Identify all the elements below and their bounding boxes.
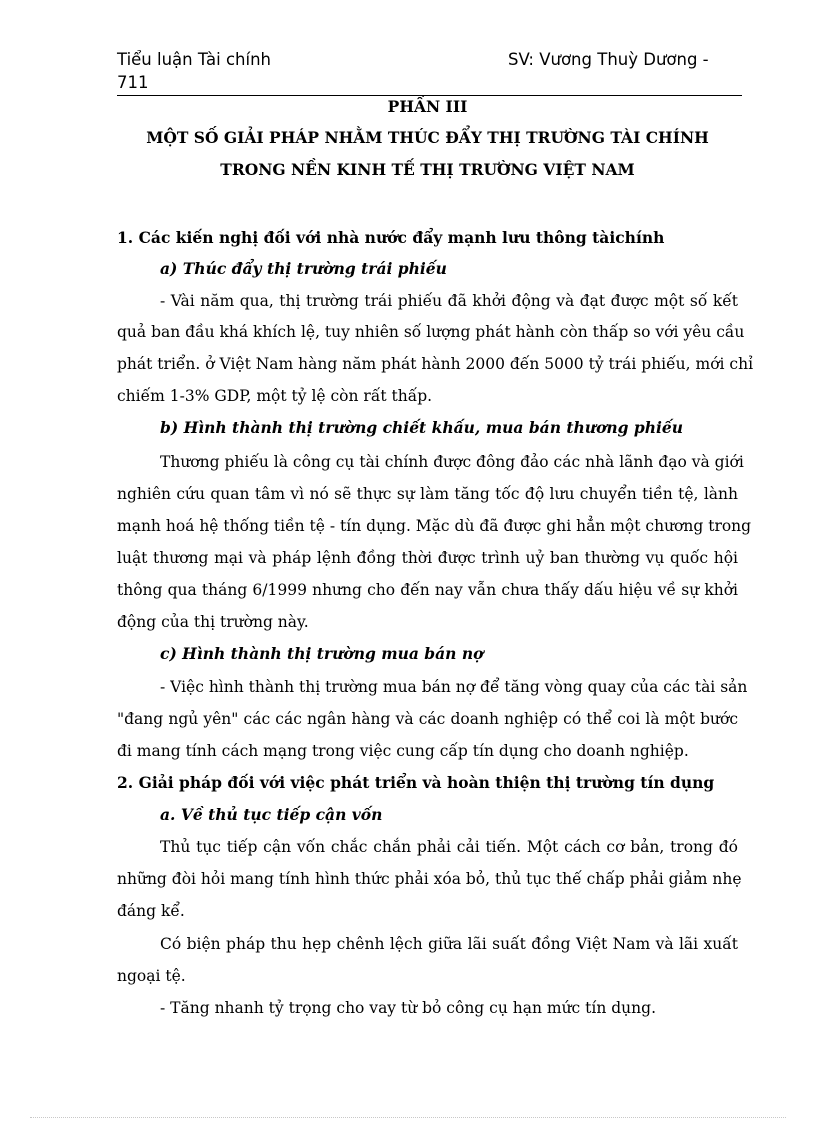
paragraph-line: đi mang tính cách mạng trong việc cung cấp tín dụng cho doanh nghiệp. (117, 742, 689, 760)
paragraph-line: - Việc hình thành thị trường mua bán nợ để tăng vòng quay của các tài sản (160, 678, 748, 696)
paragraph-line: Có biện pháp thu hẹp chênh lệch giữa lãi suất đồng Việt Nam và lãi xuất (160, 935, 738, 953)
header-course-title (117, 48, 271, 94)
header-course-line2: 711 (117, 73, 149, 92)
paragraph-line: nghiên cứu quan tâm vì nó sẽ thực sự làm tăng tốc độ lưu chuyển tiền tệ, lành (117, 485, 738, 503)
subheading-1a: a) Thúc đẩy thị trường trái phiếu (160, 259, 447, 278)
footer-dotted-border (30, 1117, 786, 1118)
header-student-name: SV: Vương Thuỳ Dương - (508, 50, 709, 69)
running-header (117, 48, 742, 94)
subheading-1c: c) Hình thành thị trường mua bán nợ (160, 644, 484, 663)
paragraph-line: quả ban đầu khá khích lệ, tuy nhiên số lượng phát hành còn thấp so với yêu cầu (117, 323, 745, 341)
paragraph-line: đáng kể. (117, 902, 185, 920)
heading-2: 2. Giải pháp đối với việc phát triển và hoàn thiện thị trường tín dụng (117, 773, 715, 792)
header-rule (117, 95, 742, 96)
subheading-1b: b) Hình thành thị trường chiết khấu, mua bán thương phiếu (160, 418, 684, 437)
header-course-line1: Tiểu luận Tài chính (117, 50, 271, 69)
paragraph-line: - Tăng nhanh tỷ trọng cho vay từ bỏ công cụ hạn mức tín dụng. (160, 999, 656, 1017)
paragraph-line: Thủ tục tiếp cận vốn chắc chắn phải cải tiến. Một cách cơ bản, trong đó (160, 838, 738, 856)
paragraph-line: phát triển. ở Việt Nam hàng năm phát hành 2000 đến 5000 tỷ trái phiếu, mới chỉ (117, 355, 754, 373)
section-title-line2: TRONG NỀN KINH TẾ THỊ TRƯỜNG VIỆT NAM (220, 160, 635, 179)
paragraph-line: những đòi hỏi mang tính hình thức phải xóa bỏ, thủ tục thế chấp phải giảm nhẹ (117, 870, 742, 888)
subheading-2a: a. Về thủ tục tiếp cận vốn (160, 805, 383, 824)
paragraph-line: chiếm 1-3% GDP, một tỷ lệ còn rất thấp. (117, 387, 433, 405)
section-title-line1: MỘT SỐ GIẢI PHÁP NHẰM THÚC ĐẨY THỊ TRƯỜNG TÀI CHÍNH (146, 128, 709, 147)
paragraph-line: động của thị trường này. (117, 613, 309, 631)
heading-1: 1. Các kiến nghị đối với nhà nước đẩy mạnh lưu thông tàichính (117, 228, 665, 247)
paragraph-line: ngoại tệ. (117, 967, 186, 985)
paragraph-line: luật thương mại và pháp lệnh đồng thời được trình uỷ ban thường vụ quốc hội (117, 549, 738, 567)
paragraph-line: mạnh hoá hệ thống tiền tệ - tín dụng. Mặc dù đã được ghi hẳn một chương trong (117, 517, 752, 535)
paragraph-line: "đang ngủ yên" các các ngân hàng và các doanh nghiệp có thể coi là một bước (117, 710, 738, 728)
paragraph-line: Thương phiếu là công cụ tài chính được đông đảo các nhà lãnh đạo và giới (160, 453, 744, 471)
part-heading: PHẦN III (387, 97, 468, 116)
paragraph-line: - Vài năm qua, thị trường trái phiếu đã khởi động và đạt được một số kết (160, 292, 738, 310)
paragraph-line: thông qua tháng 6/1999 nhưng cho đến nay vẫn chưa thấy dấu hiệu về sự khởi (117, 581, 738, 599)
